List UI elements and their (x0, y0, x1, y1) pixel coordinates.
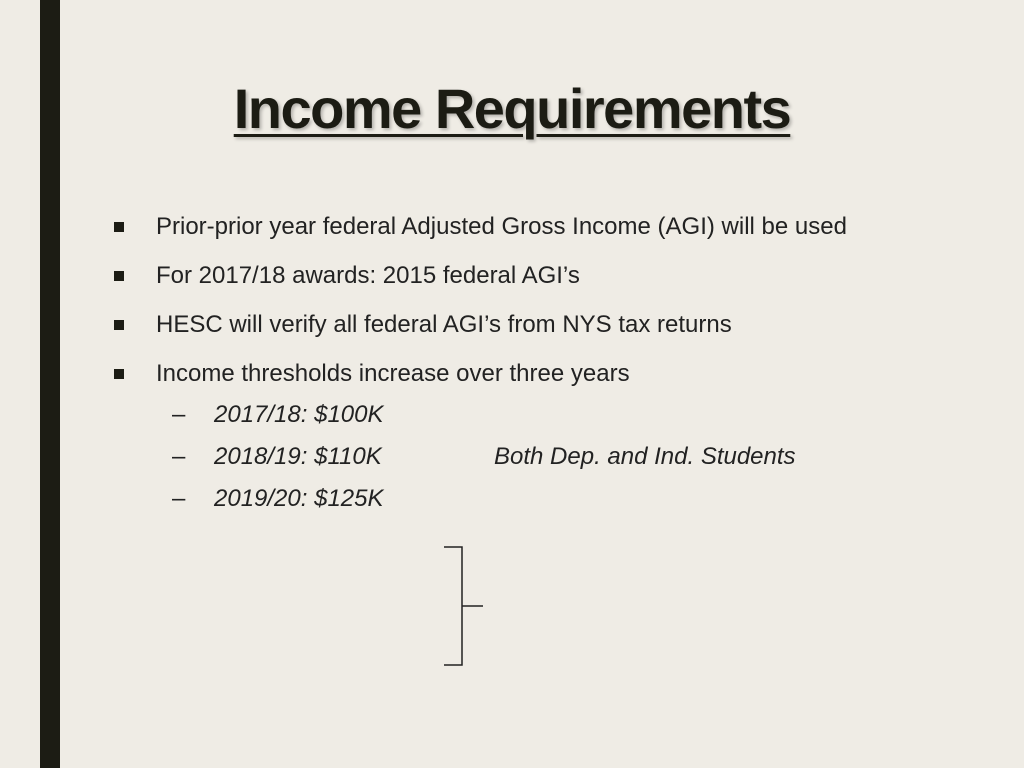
threshold-sub-list (172, 396, 932, 522)
dash-bullet-icon: – (172, 485, 186, 512)
sub-bullet-text: 2017/18: $100K (214, 401, 384, 428)
bullet-text: Income thresholds increase over three years (156, 360, 630, 387)
bullet-text: For 2017/18 awards: 2015 federal AGI’s (156, 262, 580, 289)
sub-bullet-text: 2018/19: $110K (214, 443, 382, 470)
bullet-item (110, 306, 990, 355)
sub-bullet-item (172, 438, 932, 480)
bullet-list (110, 208, 990, 404)
right-bracket-icon (444, 546, 504, 666)
sub-bullet-item (172, 480, 932, 522)
sub-bullet-item (172, 396, 932, 438)
slide-title: Income Requirements (233, 77, 791, 140)
bullet-item (110, 257, 990, 306)
sub-bullet-text: 2019/20: $125K (214, 485, 384, 512)
square-bullet-icon (114, 320, 124, 330)
square-bullet-icon (114, 222, 124, 232)
square-bullet-icon (114, 369, 124, 379)
students-note: Both Dep. and Ind. Students (494, 443, 796, 470)
dash-bullet-icon: – (172, 443, 186, 470)
bullet-text: HESC will verify all federal AGI’s from NYS tax returns (156, 311, 732, 338)
dash-bullet-icon: – (172, 401, 186, 428)
bullet-item (110, 208, 990, 257)
bullet-text: Prior-prior year federal Adjusted Gross Income (AGI) will be used (156, 213, 847, 240)
square-bullet-icon (114, 271, 124, 281)
